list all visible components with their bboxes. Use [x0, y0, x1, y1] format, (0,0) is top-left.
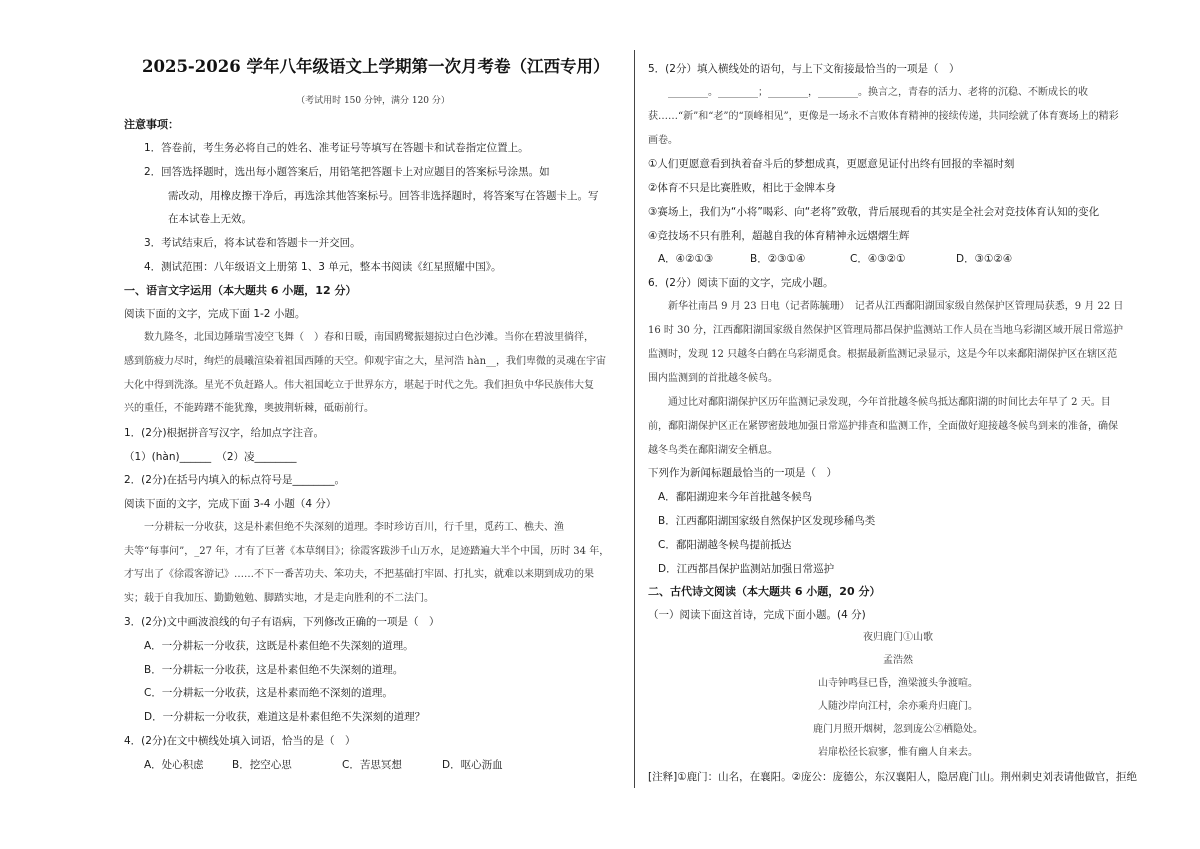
- passage-line: 兴的重任，不能踌躇不能犹豫，奥披荆斩棘，砥砺前行。: [124, 403, 374, 414]
- news-line: 16 时 30 分，江西鄱阳湖国家级自然保护区管理局都昌保护监测站工作人员在当地乌彩湖区域开展日常巡护: [648, 325, 1123, 336]
- question-3: 3．(2分)文中画波浪线的句子有语病，下列修改正确的一项是（ ）: [124, 616, 440, 628]
- exam-subtitle: （考试用时 150 分钟，满分 120 分）: [296, 96, 450, 106]
- option-b: B．一分耕耘一分收获，这是朴素但绝不失深刻的道理。: [144, 664, 404, 676]
- passage-line: 才写出了《徐霞客游记》……不下一番苦功夫、笨功夫，不把基础打牢固、打扎实，就难以来期到成功的果: [124, 569, 594, 580]
- question-2: 2．(2分)在括号内填入的标点符号是________。: [124, 474, 346, 486]
- news-line: 越冬鸟类在鄱阳湖安全栖息。: [648, 445, 778, 456]
- poem-title: 夜归鹿门①山歌: [863, 632, 933, 643]
- section-heading: 二、古代诗文阅读（本大题共 6 小题，20 分）: [648, 585, 881, 598]
- news-line: 新华社南昌 9 月 23 日电（记者陈毓珊） 记者从江西鄱阳湖国家级自然保护区管理局获悉，9 月 22 日: [668, 301, 1124, 312]
- option-a: A．处心积虑: [144, 759, 204, 771]
- question-1: 1．(2分)根据拼音写汉字，给加点字注音。: [124, 427, 325, 439]
- notice-item: 在本试卷上无效。: [168, 213, 252, 225]
- option-a: A．鄱阳湖迎来今年首批越冬候鸟: [658, 491, 813, 503]
- question-5: 5．(2分）填入横线处的语句，与上下文衔接最恰当的一项是（ ）: [648, 63, 960, 75]
- option-b: B．挖空心思: [232, 759, 292, 771]
- poem-line: 人随沙岸向江村，余亦乘舟归鹿门。: [818, 701, 978, 712]
- passage-line: 夫等“每事问”，_27 年，才有了巨著《本草纲目》；徐霞客跋涉千山万水，足迹踏遍大半个中国，历时 34 年，: [124, 546, 610, 557]
- notice-item: 需改动，用橡皮擦干净后，再选涂其他答案标号。回答非选择题时，将答案写在答题卡上。写: [168, 190, 599, 202]
- passage-line: 实；载于自我加压、勤勤勉勉、脚踏实地，才是走向胜利的不二法门。: [124, 593, 434, 604]
- poem-line: 鹿门月照开烟树，忽到庞公②栖隐处。: [813, 724, 983, 735]
- section-heading: 一、语言文字运用（本大题共 6 小题，12 分）: [124, 284, 357, 297]
- notice-title: 注意事项：: [124, 118, 179, 131]
- passage-line: ________。________；________，________。换言之，青春的活力、老将的沉稳、不断成长的收: [668, 87, 1088, 98]
- question-1-blanks: （1）(hàn)______ （2）凌________: [124, 451, 297, 463]
- option-a: A．④②①③: [658, 253, 714, 265]
- poem-line: 岩扉松径长寂寥，惟有幽人自来去。: [818, 747, 978, 758]
- sentence-item: ④竞技场不只有胜利，超越自我的体育精神永远熠熠生辉: [648, 230, 910, 242]
- question-4: 4．(2分)在文中横线处填入词语，恰当的是（ ）: [124, 735, 356, 747]
- exam-title: 2025-2026 学年八年级语文上学期第一次月考卷（江西专用）: [142, 57, 610, 76]
- option-c: C．一分耕耘一分收获，这是朴素而绝不深刻的道理。: [144, 687, 393, 699]
- question-5-options: [658, 252, 1012, 266]
- notice-item: 4．测试范围：八年级语文上册第 1、3 单元，整本书阅读《红星照耀中国》。: [144, 261, 502, 273]
- reading-instruction: （一）阅读下面这首诗，完成下面小题。(4 分): [648, 609, 866, 621]
- notice-item: 2．回答选择题时，选出每小题答案后，用铅笔把答题卡上对应题目的答案标号涂黑。如: [144, 166, 550, 178]
- news-line: 通过比对鄱阳湖保护区历年监测记录发现，今年首批越冬候鸟抵达鄱阳湖的时间比去年早了 2 天。目: [668, 397, 1111, 408]
- option-d: D．一分耕耘一分收获，难道这是朴素但绝不失深刻的道理？: [144, 711, 426, 723]
- poem-note: [注释]①鹿门：山名，在襄阳。②庞公：庞德公，东汉襄阳人，隐居鹿门山。荆州刺史刘表请他做官，拒绝: [648, 771, 1138, 783]
- option-b: B．江西鄱阳湖国家级自然保护区发现珍稀鸟类: [658, 515, 876, 527]
- option-c: C．④③②①: [850, 253, 906, 265]
- news-line: 监测时，发现 12 只越冬白鹤在乌彩湖觅食。根据最新监测记录显示，这是今年以来鄱阳湖保护区在辖区范: [648, 349, 1118, 360]
- option-b: B．②③①④: [750, 253, 806, 265]
- passage-line: 获……“新”和“老”的“顶峰相见”，更像是一场永不言败体育精神的接续传递，共同绘就了体育赛场上的精彩: [648, 111, 1119, 122]
- poem-line: 山寺钟鸣昼已昏，渔梁渡头争渡喧。: [818, 678, 978, 689]
- option-c: C．鄱阳湖越冬候鸟提前抵达: [658, 539, 792, 551]
- passage-line: 大化中得到洗涤。星光不负赶路人。伟大祖国屹立于世界东方，堪起于时代之先。我们担负中华民族伟大复: [124, 380, 594, 391]
- option-d: D．③①②④: [956, 253, 1013, 265]
- reading-instruction: 阅读下面的文字，完成下面 1-2 小题。: [124, 308, 306, 320]
- sentence-item: ③赛场上，我们为“小将”喝彩、向“老将”致敬，背后展现看的其实是全社会对竞技体育认知的变化: [648, 206, 1100, 218]
- news-line: 围内监测到的首批越冬候鸟。: [648, 373, 778, 384]
- option-d: D．江西都昌保护监测站加强日常巡护: [658, 563, 835, 575]
- question-6: 6．(2分）阅读下面的文字，完成小题。: [648, 277, 834, 289]
- passage-line: 数九隆冬，北国边陲瑞雪凌空飞舞（ ）春和日暖，南国鸥鹭振翅掠过白色沙滩。当你在碧波里徜徉，: [144, 332, 594, 343]
- question-6-stem: 下列作为新闻标题最恰当的一项是（ ）: [648, 467, 837, 479]
- option-a: A．一分耕耘一分收获，这既是朴素但绝不失深刻的道理。: [144, 640, 414, 652]
- passage-line: 画卷。: [648, 135, 678, 146]
- question-4-options: [144, 758, 503, 772]
- sentence-item: ①人们更愿意看到执着奋斗后的梦想成真，更愿意见证付出终有回报的幸福时刻: [648, 158, 1015, 170]
- news-line: 前，鄱阳湖保护区正在紧锣密鼓地加强日常巡护排查和监测工作，全面做好迎接越冬候鸟到来的准备，确保: [648, 421, 1118, 432]
- poem-author: 孟浩然: [883, 655, 913, 666]
- passage-line: 一分耕耘一分收获，这是朴素但绝不失深刻的道理。李时珍访百川，行千里，觅药工、樵夫、渔: [144, 522, 564, 533]
- sentence-item: ②体育不只是比赛胜败，相比于金牌本身: [648, 182, 836, 194]
- notice-item: 3．考试结束后，将本试卷和答题卡一并交回。: [144, 237, 361, 249]
- option-d: D．呕心沥血: [442, 759, 503, 771]
- notice-item: 1．答卷前，考生务必将自己的姓名、准考证号等填写在答题卡和试卷指定位置上。: [144, 142, 529, 154]
- reading-instruction: 阅读下面的文字，完成下面 3-4 小题（4 分）: [124, 498, 337, 510]
- passage-line: 感到筋疲力尽时，绚烂的晨曦渲染着祖国西陲的天空。仰观宇宙之大，星河浩 hàn__，我们卑微的灵魂在宇宙: [124, 356, 607, 367]
- option-c: C．苦思冥想: [342, 759, 402, 771]
- column-divider: [634, 50, 635, 788]
